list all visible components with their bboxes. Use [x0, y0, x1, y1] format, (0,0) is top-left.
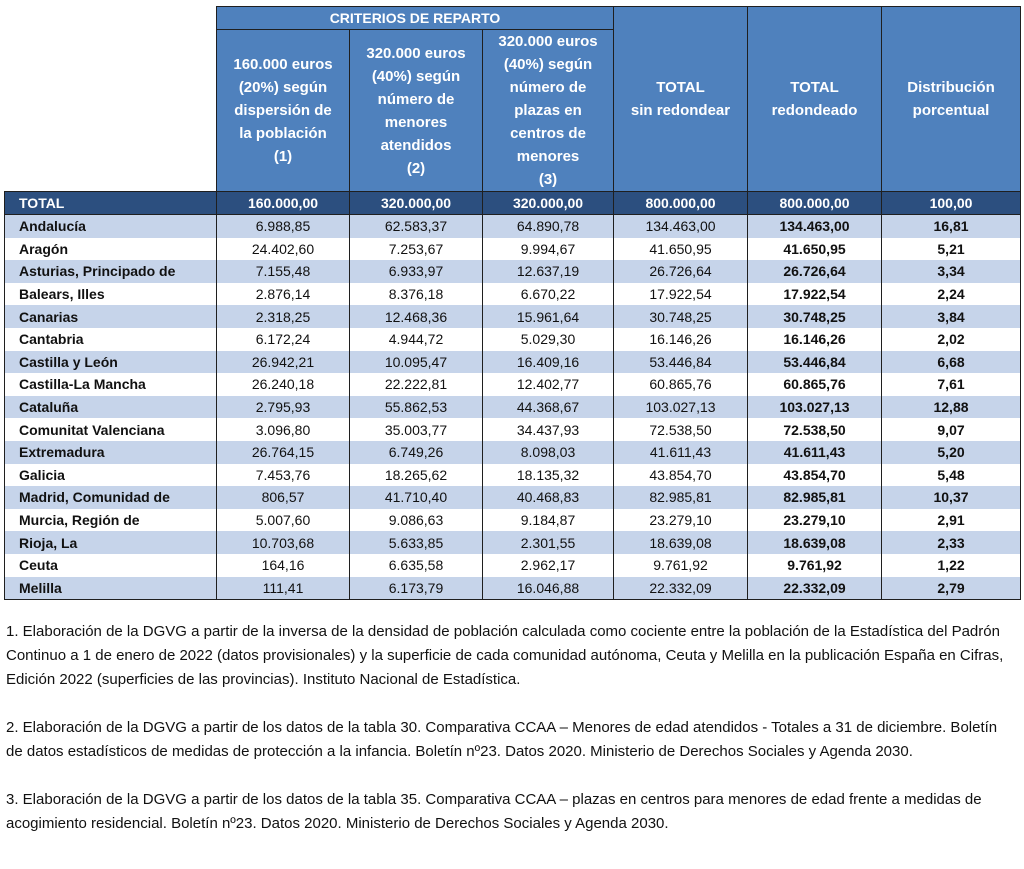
table-cell: 2.301,55 [483, 531, 614, 554]
region-name: Andalucía [5, 215, 217, 238]
table-cell: 10,37 [882, 486, 1021, 509]
table-cell: 5,48 [882, 464, 1021, 487]
footnote-1: 1. Elaboración de la DGVG a partir de la inversa de la densidad de población calculada como cociente entre la población de la Estadística del Padrón Continuo a 1 de enero de 2022 (datos provisionales) y la superficie de cada comunidad autónoma, Ceuta y Melilla en la publicación España en Cifras, Edición 2022 (superficies de las provincias). Instituto Nacional de Estadística. [6, 623, 1004, 688]
table-row [5, 238, 1021, 261]
footnote-3: 3. Elaboración de la DGVG a partir de los datos de la tabla 35. Comparativa CCAA – plazas en centros para menores de edad frente a medidas de acogimiento residencial. Boletín nº23. Datos 2020. Ministerio de Derechos Sociales y Agenda 2030. [6, 791, 982, 832]
table-row [5, 373, 1021, 396]
table-cell: 16.146,26 [614, 328, 748, 351]
table-cell: 34.437,93 [483, 418, 614, 441]
table-cell: 134.463,00 [748, 215, 882, 238]
total-cell: 320.000,00 [483, 192, 614, 215]
table-cell: 18.135,32 [483, 464, 614, 487]
table-cell: 26.240,18 [217, 373, 350, 396]
table-cell: 12.468,36 [350, 305, 483, 328]
table-cell: 60.865,76 [748, 373, 882, 396]
table-cell: 82.985,81 [614, 486, 748, 509]
total-cell: 100,00 [882, 192, 1021, 215]
table-cell: 16.409,16 [483, 351, 614, 374]
table-cell: 9.086,63 [350, 509, 483, 532]
region-name: Extremadura [5, 441, 217, 464]
table-cell: 9,07 [882, 418, 1021, 441]
header-blank-corner [5, 7, 217, 192]
region-rows [5, 215, 1021, 600]
region-name: Rioja, La [5, 531, 217, 554]
table-cell: 43.854,70 [748, 464, 882, 487]
table-cell: 6,68 [882, 351, 1021, 374]
table-cell: 9.184,87 [483, 509, 614, 532]
table-cell: 16.046,88 [483, 577, 614, 600]
table-row [5, 577, 1021, 600]
table-cell: 44.368,67 [483, 396, 614, 419]
table-cell: 22.332,09 [614, 577, 748, 600]
table-cell: 10.095,47 [350, 351, 483, 374]
table-row [5, 464, 1021, 487]
header-minors-attended: 320.000 euros (40%) según número de menores atendidos (2) [350, 30, 483, 192]
footnote-2: 2. Elaboración de la DGVG a partir de los datos de la tabla 30. Comparativa CCAA – Menores de edad atendidos - Totales a 31 de diciembre. Boletín de datos estadísticos de medidas de protección a la infancia. Boletín nº23. Datos 2020. Ministerio de Derechos Sociales y Agenda 2030. [6, 719, 998, 760]
table-cell: 103.027,13 [748, 396, 882, 419]
table-cell: 8.376,18 [350, 283, 483, 306]
table-cell: 26.726,64 [614, 260, 748, 283]
region-name: Aragón [5, 238, 217, 261]
table-cell: 82.985,81 [748, 486, 882, 509]
table-cell: 5,20 [882, 441, 1021, 464]
region-name: Melilla [5, 577, 217, 600]
table-cell: 17.922,54 [614, 283, 748, 306]
table-cell: 6.635,58 [350, 554, 483, 577]
table-cell: 26.726,64 [748, 260, 882, 283]
table-cell: 18.639,08 [748, 531, 882, 554]
table-cell: 2.876,14 [217, 283, 350, 306]
table-cell: 30.748,25 [614, 305, 748, 328]
total-label: TOTAL [5, 192, 217, 215]
table-cell: 55.862,53 [350, 396, 483, 419]
table-cell: 43.854,70 [614, 464, 748, 487]
table-cell: 23.279,10 [748, 509, 882, 532]
table-cell: 7,61 [882, 373, 1021, 396]
total-cell: 800.000,00 [748, 192, 882, 215]
table-cell: 5,21 [882, 238, 1021, 261]
table-cell: 23.279,10 [614, 509, 748, 532]
region-name: Madrid, Comunidad de [5, 486, 217, 509]
table-cell: 3.096,80 [217, 418, 350, 441]
table-cell: 18.639,08 [614, 531, 748, 554]
table-cell: 22.222,81 [350, 373, 483, 396]
region-name: Cantabria [5, 328, 217, 351]
table-cell: 72.538,50 [748, 418, 882, 441]
table-cell: 26.942,21 [217, 351, 350, 374]
table-row [5, 554, 1021, 577]
table-cell: 64.890,78 [483, 215, 614, 238]
table-row [5, 531, 1021, 554]
table-cell: 41.650,95 [614, 238, 748, 261]
table-cell: 9.994,67 [483, 238, 614, 261]
table-row [5, 351, 1021, 374]
table-cell: 41.611,43 [748, 441, 882, 464]
table-cell: 806,57 [217, 486, 350, 509]
table-cell: 41.611,43 [614, 441, 748, 464]
table-cell: 9.761,92 [614, 554, 748, 577]
table-cell: 2,02 [882, 328, 1021, 351]
table-cell: 12,88 [882, 396, 1021, 419]
table-cell: 15.961,64 [483, 305, 614, 328]
total-cell: 320.000,00 [350, 192, 483, 215]
region-name: Murcia, Región de [5, 509, 217, 532]
table-cell: 40.468,83 [483, 486, 614, 509]
table-cell: 9.761,92 [748, 554, 882, 577]
table-cell: 164,16 [217, 554, 350, 577]
total-row [5, 192, 1021, 215]
header-percent-distribution: Distribución porcentual [882, 7, 1021, 192]
table-cell: 72.538,50 [614, 418, 748, 441]
table-cell: 2,24 [882, 283, 1021, 306]
table-cell: 41.650,95 [748, 238, 882, 261]
table-cell: 12.637,19 [483, 260, 614, 283]
table-row [5, 215, 1021, 238]
table-cell: 7.155,48 [217, 260, 350, 283]
table-cell: 2,33 [882, 531, 1021, 554]
table-cell: 16.146,26 [748, 328, 882, 351]
table-row [5, 260, 1021, 283]
header-center-places: 320.000 euros (40%) según número de plazas en centros de menores (3) [483, 30, 614, 192]
table-cell: 111,41 [217, 577, 350, 600]
header-population-dispersion: 160.000 euros (20%) según dispersión de la población (1) [217, 30, 350, 192]
table-row [5, 486, 1021, 509]
table-row [5, 305, 1021, 328]
table-cell: 5.007,60 [217, 509, 350, 532]
footnotes [6, 620, 1016, 860]
table-cell: 41.710,40 [350, 486, 483, 509]
table-cell: 103.027,13 [614, 396, 748, 419]
table-cell: 6.670,22 [483, 283, 614, 306]
table-cell: 2.318,25 [217, 305, 350, 328]
region-name: Ceuta [5, 554, 217, 577]
table-cell: 6.933,97 [350, 260, 483, 283]
table-cell: 6.172,24 [217, 328, 350, 351]
table-cell: 53.446,84 [748, 351, 882, 374]
table-cell: 1,22 [882, 554, 1021, 577]
table-cell: 18.265,62 [350, 464, 483, 487]
table-cell: 7.453,76 [217, 464, 350, 487]
table-cell: 5.029,30 [483, 328, 614, 351]
distribution-table [4, 6, 1021, 600]
total-cell: 160.000,00 [217, 192, 350, 215]
table-cell: 6.749,26 [350, 441, 483, 464]
region-name: Castilla-La Mancha [5, 373, 217, 396]
table-row [5, 396, 1021, 419]
table-cell: 53.446,84 [614, 351, 748, 374]
table-cell: 4.944,72 [350, 328, 483, 351]
total-cell: 800.000,00 [614, 192, 748, 215]
table-cell: 2,91 [882, 509, 1021, 532]
table-cell: 26.764,15 [217, 441, 350, 464]
table-cell: 30.748,25 [748, 305, 882, 328]
table-cell: 22.332,09 [748, 577, 882, 600]
table-cell: 5.633,85 [350, 531, 483, 554]
table-cell: 6.173,79 [350, 577, 483, 600]
table-cell: 24.402,60 [217, 238, 350, 261]
table-row [5, 441, 1021, 464]
table-cell: 134.463,00 [614, 215, 748, 238]
table-cell: 2,79 [882, 577, 1021, 600]
table-cell: 2.962,17 [483, 554, 614, 577]
table-row [5, 418, 1021, 441]
table-cell: 6.988,85 [217, 215, 350, 238]
table-cell: 3,34 [882, 260, 1021, 283]
table-cell: 62.583,37 [350, 215, 483, 238]
region-name: Galicia [5, 464, 217, 487]
table-cell: 16,81 [882, 215, 1021, 238]
region-name: Canarias [5, 305, 217, 328]
region-name: Castilla y León [5, 351, 217, 374]
table-cell: 17.922,54 [748, 283, 882, 306]
table-row [5, 509, 1021, 532]
region-name: Balears, Illes [5, 283, 217, 306]
table-cell: 35.003,77 [350, 418, 483, 441]
criteria-group-header: CRITERIOS DE REPARTO [217, 7, 614, 30]
table-row [5, 328, 1021, 351]
table-row [5, 283, 1021, 306]
table-cell: 12.402,77 [483, 373, 614, 396]
table-cell: 3,84 [882, 305, 1021, 328]
header-total-unrounded: TOTAL sin redondear [614, 7, 748, 192]
header-total-rounded: TOTAL redondeado [748, 7, 882, 192]
table-cell: 7.253,67 [350, 238, 483, 261]
region-name: Cataluña [5, 396, 217, 419]
table-cell: 2.795,93 [217, 396, 350, 419]
table-cell: 8.098,03 [483, 441, 614, 464]
table-cell: 60.865,76 [614, 373, 748, 396]
region-name: Comunitat Valenciana [5, 418, 217, 441]
table-cell: 10.703,68 [217, 531, 350, 554]
region-name: Asturias, Principado de [5, 260, 217, 283]
